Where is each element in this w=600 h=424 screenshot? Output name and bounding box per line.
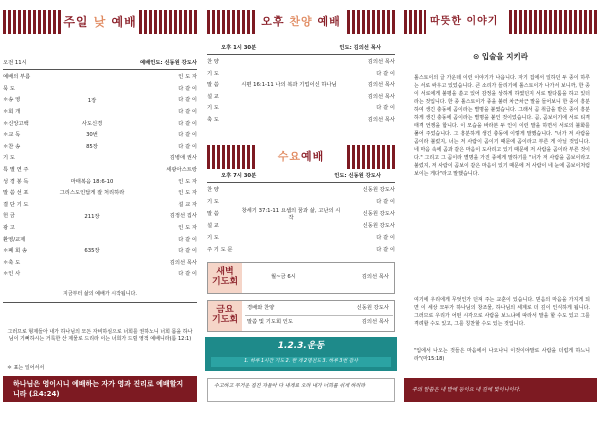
order-row (207, 186, 395, 195)
order-person: 다 같 이 (178, 108, 197, 115)
order-label: 설 교 (207, 93, 219, 100)
order-label: 특 별 연 주 (3, 166, 29, 173)
order-label: 기 도 (207, 105, 219, 112)
order-row (207, 210, 395, 219)
order-label: ＊인 사 (3, 271, 21, 278)
order-label: 찬 양 (207, 59, 219, 66)
bullet-icon: ⊙ (473, 52, 482, 61)
order-label: 결 단 기 도 (3, 201, 29, 208)
order-person: 다 같 이 (178, 120, 197, 127)
order-label: ＊회 개 (3, 108, 21, 115)
order-label: 기 도 (207, 70, 219, 77)
order-label: ＊송 영 (3, 97, 21, 104)
service-header (3, 59, 197, 68)
order-person: 김의선 목사 (367, 82, 395, 89)
standing-note: ＊ 표는 일어서서 (7, 365, 45, 371)
divider (245, 315, 393, 316)
movement-box (205, 337, 397, 371)
order-person: 설 교 자 (178, 201, 197, 208)
warm-story-banner (404, 10, 597, 34)
banner-title: 주일 낮 예배 (63, 14, 137, 29)
order-row (3, 270, 197, 279)
footer-verse: 하나님은 영이시니 예배하는 자가 영과 진리로 예배할지니라 (요4:24) (3, 376, 197, 402)
divider (3, 302, 197, 303)
order-row (3, 212, 197, 221)
order-row (3, 247, 197, 256)
story-paragraph-2: 여기에 우리에게 무엇인가 던져 주는 교훈이 있습니다. 믿음의 마음을 가지게 되면 이 세상 모두가 하나님의 창조물, 하나님의 세계로 더 깊이 인식하게 됩니다. 그러므로 우리가 어떤 시각으로 사람을 보느냐에 따라서 말을 할 수도 있고 그를 격려할 수도 있고, 그를 칭찬할 수도 있는 것입니다. (414, 297, 590, 327)
order-person: 다 같 이 (178, 236, 197, 243)
order-label: 묵 도 (3, 85, 15, 92)
afternoon-worship-banner (207, 10, 395, 34)
banner-title: 따뜻한 이야기 (430, 16, 499, 27)
order-label: 설 교 (207, 223, 219, 230)
banner-title: 오후 찬양 예배 (261, 15, 341, 29)
banner-stripes-left (207, 10, 255, 34)
order-row (207, 246, 395, 255)
order-person: 다 같 이 (178, 97, 197, 104)
order-person: 다 같 이 (178, 143, 197, 150)
order-label: 환영/교제 (3, 236, 26, 243)
order-row (3, 177, 197, 186)
order-row (3, 166, 197, 175)
movement-title: 1.2.3.운동 (277, 341, 325, 351)
order-label: 찬 양 (207, 187, 219, 194)
order-row (207, 58, 395, 67)
service-leader: 예배인도: 신동원 강도사 (140, 60, 197, 67)
bottom-quote-box (207, 378, 395, 402)
order-label: 말 씀 선 포 (3, 190, 29, 197)
sunday-worship-banner (3, 10, 197, 34)
order-person: 신동원 강도사 (362, 223, 395, 230)
divider (207, 54, 395, 55)
story-paragraph-1: 톨스토이의 글 가운데 이런 이야기가 나옵니다. 자기 집에서 일하던 두 종이 하루는 서로 싸우고 있었습니다. 큰 소리가 들리기에 톨스토이가 나가서 보니까, 한 종이 서로에게 불평을 쏟고 있어 감정을 상하게 하였던지 서로 말다툼을 하고 있더라는 것입니다. 한 종 톨스토이가 종을 불러 차근차근 말을 들어보니 한 종이 흥분하여 생긴 충동에 곰이라는 별명을 붙였습니다. 그래서 곰 취급을 받은 종이 흥분하게 생긴 충동에 곰이라는 별명을 붙인 것이었습니다. 곰, 곰보이기에 서로 티격태격 언쟁을 합니다. 이 모습을 바라본 두 인이 이런 말을 하면서 서로의 불화를 풀어 주었습니다. 그 흥분하게 생긴 충동에 이렇게 말했습니다. "너가 저 사람을 곰이라 불렀지, 너는 저 사람이 곰이기 때문에 곰이라고 부른 게 아닐 것입니다. 네 마음 속에 곰과 같은 마음이 도사리고 있기 때문에 저 사람을 곰이라 부른 것이다." 그리고 그 곰이라 별명을 가진 종에게 말하기를 "너가 저 사람을 곰보이라고 불렀지, 저 사람이 곰보이 같은 마음이 있기 때문에 저 사람이 네 눈에 곰보이처럼 보이는 게다"라고 말했습니다. (414, 75, 590, 177)
order-label: 광 고 (3, 224, 15, 231)
order-person: 다 같 이 (376, 105, 395, 112)
order-person: 세광아스트랑 (166, 166, 197, 173)
order-person: 다 같 이 (178, 248, 197, 255)
order-label: 축 도 (207, 116, 219, 123)
order-detail: 마태복음 18:6-10 (70, 178, 114, 185)
order-row (3, 131, 197, 140)
divider (3, 69, 197, 70)
banner-stripes-right (347, 145, 395, 169)
order-row (207, 234, 395, 243)
order-label: ＊찬 송 (3, 143, 21, 150)
order-label: 말 씀 (207, 211, 219, 218)
order-label: 말 씀 (207, 82, 219, 89)
order-person: 김의선 목사 (367, 93, 395, 100)
order-row (3, 201, 197, 210)
order-label: 예배의 부름 (3, 74, 31, 81)
order-person: 김정선 집사 (169, 213, 197, 220)
story-verse: "입에서 나오는 것들은 마음에서 나오나니 이것이야말로 사람을 더럽게 하느니라"(마15:18) (414, 348, 590, 362)
order-label: 기 도 (3, 155, 15, 162)
wednesday-worship-banner (207, 145, 395, 169)
order-detail: 30번 (86, 132, 98, 139)
order-person: 신동원 강도사 (362, 187, 395, 194)
banner-stripes-left (404, 10, 426, 34)
order-person: 김병애 권사 (169, 155, 197, 162)
order-label: 기 도 (207, 199, 219, 206)
dawn-prayer-row: 월~금 6시 김의선 목사 (271, 274, 389, 281)
order-label: 헌 금 (3, 213, 15, 220)
order-person: 인 도 자 (178, 224, 197, 231)
order-label: ＊축 도 (3, 259, 21, 266)
order-label: 성 경 봉 독 (3, 178, 29, 185)
order-row (3, 189, 197, 198)
order-row (3, 143, 197, 152)
order-person: 다 같 이 (376, 235, 395, 242)
warm-story-column (404, 0, 597, 424)
order-row (207, 116, 395, 125)
order-row (3, 85, 197, 94)
order-label: 주 기 도 문 (207, 247, 233, 254)
afternoon-header: 오후 1시 30분 인도: 김의선 목사 (221, 45, 381, 52)
bottom-quote: 수고하고 무거운 짐진 자들아 다 내게로 오라 내가 너희를 쉬게 하리라 (214, 383, 366, 389)
divider (207, 182, 395, 183)
order-detail: 1장 (87, 97, 97, 104)
order-row (207, 222, 395, 231)
order-person: 다 같 이 (376, 70, 395, 77)
order-person: 김의선 목사 (169, 259, 197, 266)
order-row (207, 104, 395, 113)
banner-stripes-left (207, 145, 255, 169)
order-label: ＊교 독 (3, 132, 21, 139)
order-row (3, 108, 197, 117)
order-person: 다 같 이 (178, 132, 197, 139)
order-row (3, 259, 197, 268)
order-row (207, 198, 395, 207)
closing-line: 지금부터 삶의 예배가 시작됩니다. (63, 291, 137, 297)
friday-prayer-row: 경배와 찬양 신동원 강도사 (247, 305, 389, 312)
order-detail: 그리스도인답게 잘 처리하라 (59, 190, 125, 197)
order-person: 김의선 목사 (367, 59, 395, 66)
banner-stripes-right (347, 10, 395, 34)
story-heading: ⊙ 입술을 지키라 (473, 52, 528, 61)
banner-title: 수요예배 (277, 150, 325, 164)
order-row (3, 119, 197, 128)
order-person: 다 같 이 (178, 271, 197, 278)
order-person: 다 같 이 (376, 247, 395, 254)
order-detail: 635장 (84, 248, 100, 255)
order-detail: 시편 16:1-11 나의 복과 기업이신 하나님 (241, 82, 337, 89)
order-row (207, 70, 395, 79)
friday-prayer-tag: 금요 기도회 (208, 301, 242, 331)
order-person: 다 같 이 (178, 85, 197, 92)
order-row (3, 235, 197, 244)
afternoon-and-wednesday-column (207, 0, 395, 424)
order-detail: 211장 (84, 213, 100, 220)
order-person: 인 도 자 (178, 178, 197, 185)
footer-verse: 주의 말씀은 내 발에 등이요 내 길에 빛이니이다. (404, 378, 597, 402)
banner-stripes-right (139, 10, 197, 34)
order-row (3, 154, 197, 163)
romans-quote: 그러므로 형제들아 내가 하나님의 모든 자비하심으로 너희를 권하노니 너희 몸을 하나님이 기뻐하시는 거룩한 산 제물로 드리라 이는 너희가 드릴 영적 예배니라(롬 12:1) (7, 329, 193, 343)
order-person: 인 도 자 (178, 74, 197, 81)
wednesday-header: 오후 7시 30분 인도: 신동원 강도사 (221, 173, 381, 180)
order-label: ＊신앙고백 (3, 120, 29, 127)
order-label: ＊폐 회 송 (3, 248, 28, 255)
order-label: 기 도 (207, 235, 219, 242)
order-person: 신동원 강도사 (362, 211, 395, 218)
friday-prayer-row: 말씀 및 기도회 인도 김의선 목사 (247, 319, 389, 326)
sunday-worship-column (3, 0, 197, 424)
order-person: 인 도 자 (178, 190, 197, 197)
order-row (3, 73, 197, 82)
order-row (3, 96, 197, 105)
banner-stripes-right (507, 10, 597, 34)
banner-stripes-left (3, 10, 61, 34)
dawn-prayer-tag: 새벽 기도회 (208, 263, 242, 293)
order-detail: 창세기 37:1-11 요셉의 꿈과 삶, 고난의 시작 (241, 208, 341, 221)
order-row (207, 81, 395, 90)
order-row (207, 93, 395, 102)
order-person: 김의선 목사 (367, 116, 395, 123)
order-row (3, 224, 197, 233)
movement-items: 1. 하루 1시간 기도 2. 한 개 2명전도 3. 하루 3번 감사 (211, 357, 391, 367)
service-time: 오전 11시 (3, 60, 27, 67)
order-detail: 85장 (86, 144, 98, 151)
order-detail: 사도신경 (81, 120, 103, 127)
order-person: 다 같 이 (376, 199, 395, 206)
